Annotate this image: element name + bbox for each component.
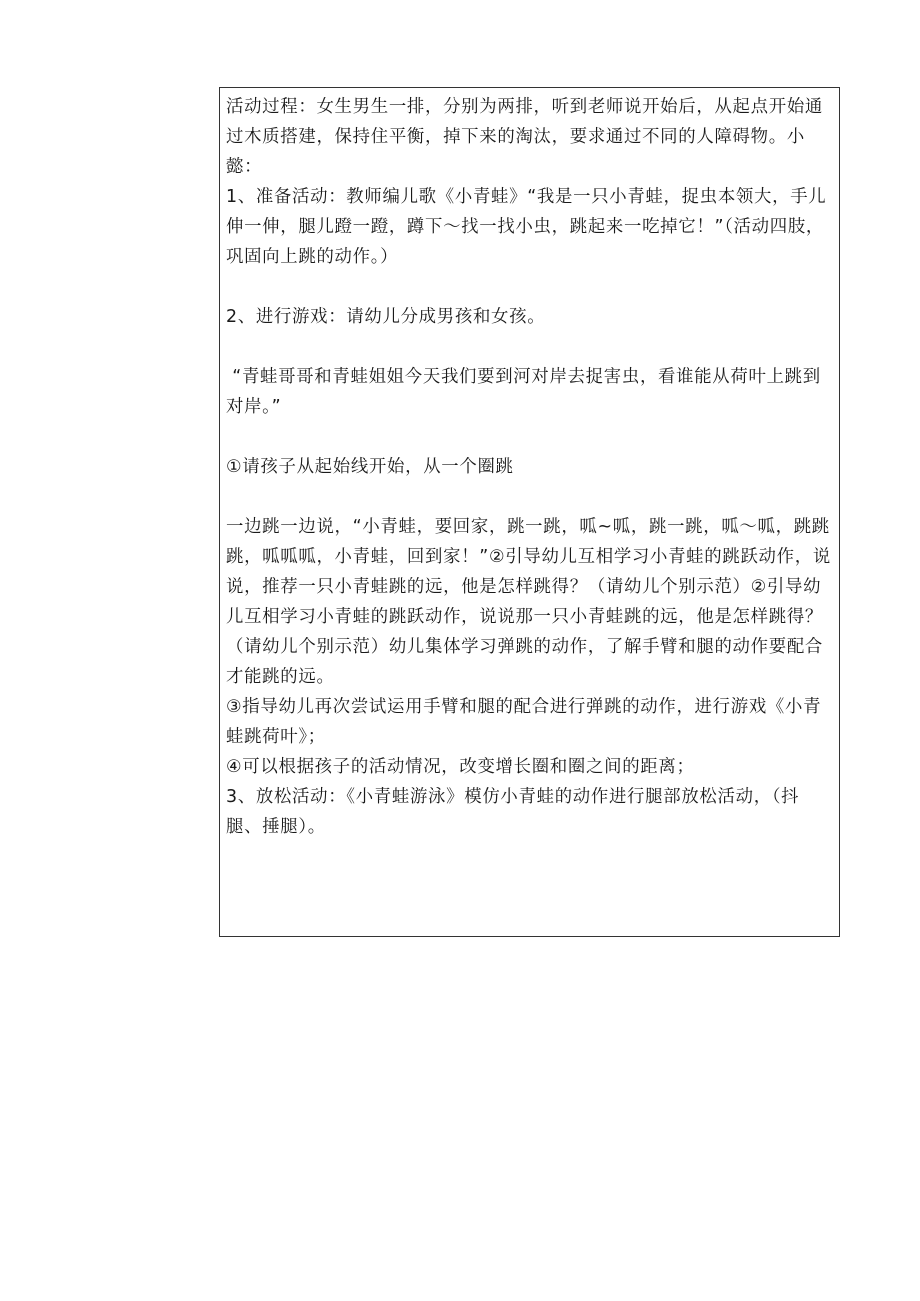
step-4-paragraph: ④可以根据孩子的活动情况，改变增长圈和圈之间的距离； — [226, 757, 695, 777]
jump-chant-paragraph: 一边跳一边说，“小青蛙，要回家，跳一跳，呱~呱，跳一跳，呱～呱，跳跳跳，呱呱呱，小青蛙，回到家！”②引导幼儿互相学习小青蛙的跳跃动作，说说，推荐一只小青蛙跳的远，他是怎样跳得？（请幼儿个别示范）②引导幼儿互相学习小青蛙的跳跃动作，说说那一只小青蛙跳的远，他是怎样跳得？（请幼儿个别示范）幼儿集体学习弹跳的动作，了解手臂和腿的动作要配合才能跳的远。 — [226, 517, 831, 687]
blank-line — [226, 482, 833, 512]
relax-paragraph: 3、放松活动：《小青蛙游泳》模仿小青蛙的动作进行腿部放松活动，（抖腿、捶腿）。 — [226, 787, 800, 837]
blank-line — [226, 422, 833, 452]
game-quote-paragraph: “青蛙哥哥和青蛙姐姐今天我们要到河对岸去捉害虫，看谁能从荷叶上跳到对岸。” — [226, 367, 821, 417]
activity-table-cell — [219, 87, 840, 937]
warmup-paragraph: 1、准备活动：教师编儿歌《小青蛙》“我是一只小青蛙，捉虫本领大，手儿伸一伸，腿儿蹬一蹬，蹲下～找一找小虫，跳起来一吃掉它！”（活动四肢，巩固向上跳的动作。） — [226, 187, 827, 267]
step-1-paragraph: ①请孩子从起始线开始，从一个圈跳 — [226, 457, 514, 477]
game-intro-paragraph: 2、进行游戏：请幼儿分成男孩和女孩。 — [226, 307, 546, 327]
blank-line — [226, 332, 833, 362]
step-3-paragraph: ③指导幼儿再次尝试运用手臂和腿的配合进行弹跳的动作，进行游戏《小青蛙跳荷叶》； — [226, 697, 822, 747]
blank-line — [226, 272, 833, 302]
activity-process-paragraph: 活动过程：女生男生一排，分别为两排，听到老师说开始后，从起点开始通过木质搭建，保持住平衡，掉下来的淘汰，要求通过不同的人障碍物。小懿： — [226, 97, 823, 177]
